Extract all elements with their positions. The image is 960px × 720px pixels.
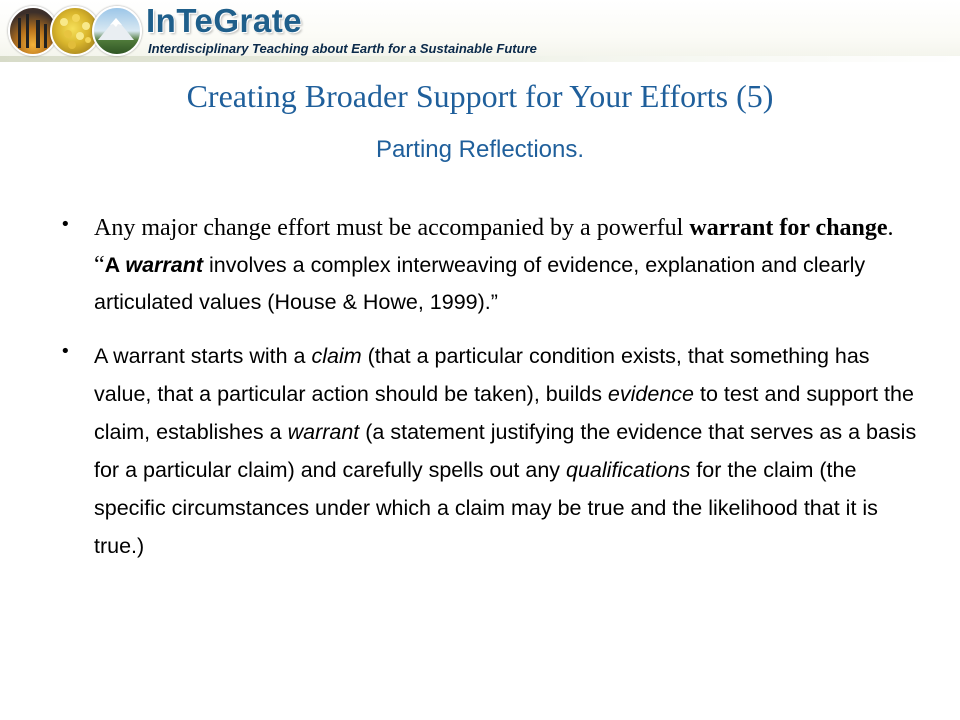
bullet-text: A warrant starts with a <box>94 344 312 368</box>
bullet-text: (that a particular condition exists, that something has value, that a particular action should be taken), builds <box>94 344 870 406</box>
mountain-photo-icon <box>92 6 142 56</box>
bullet-text: . “ <box>94 215 894 278</box>
slide-title: Creating Broader Support for Your Efforts (5) <box>186 78 774 114</box>
brand-tagline: Interdisciplinary Teaching about Earth for a Sustainable Future <box>148 41 537 56</box>
bullet-text: Any major change effort must be accompanied by a powerful <box>94 215 690 241</box>
bullet-italic-text: claim <box>311 344 362 368</box>
bullet-text: (a statement justifying the evidence that serves as a basis for a particular claim) and carefully spells out any <box>94 420 917 482</box>
bullet-bold-text: warrant for change <box>689 215 888 241</box>
bullet-item <box>60 337 920 565</box>
slide-subtitle: Parting Reflections. <box>375 136 585 163</box>
bullet-list <box>60 210 920 565</box>
brand-name: InTeGrate <box>146 2 303 39</box>
bullet-text: for the claim (the specific circumstances under which a claim may be true and the likelihood that it is true.) <box>94 458 878 558</box>
bullet-bold-italic-text: warrant <box>125 253 204 277</box>
bullet-italic-text: warrant <box>287 420 360 444</box>
bullet-text: involves a complex interweaving of evidence, explanation and clearly articulated values (House & Howe, 1999).” <box>94 253 866 314</box>
bullet-icon: • <box>60 341 71 362</box>
bullet-bold-text: A <box>104 253 126 277</box>
bullet-icon: • <box>60 214 71 235</box>
header-band <box>0 56 960 62</box>
bullet-item <box>60 210 920 321</box>
bullet-text: to test and support the claim, establishes a <box>94 382 914 444</box>
bullet-italic-text: evidence <box>607 382 694 406</box>
bullet-italic-text: qualifications <box>566 458 691 482</box>
